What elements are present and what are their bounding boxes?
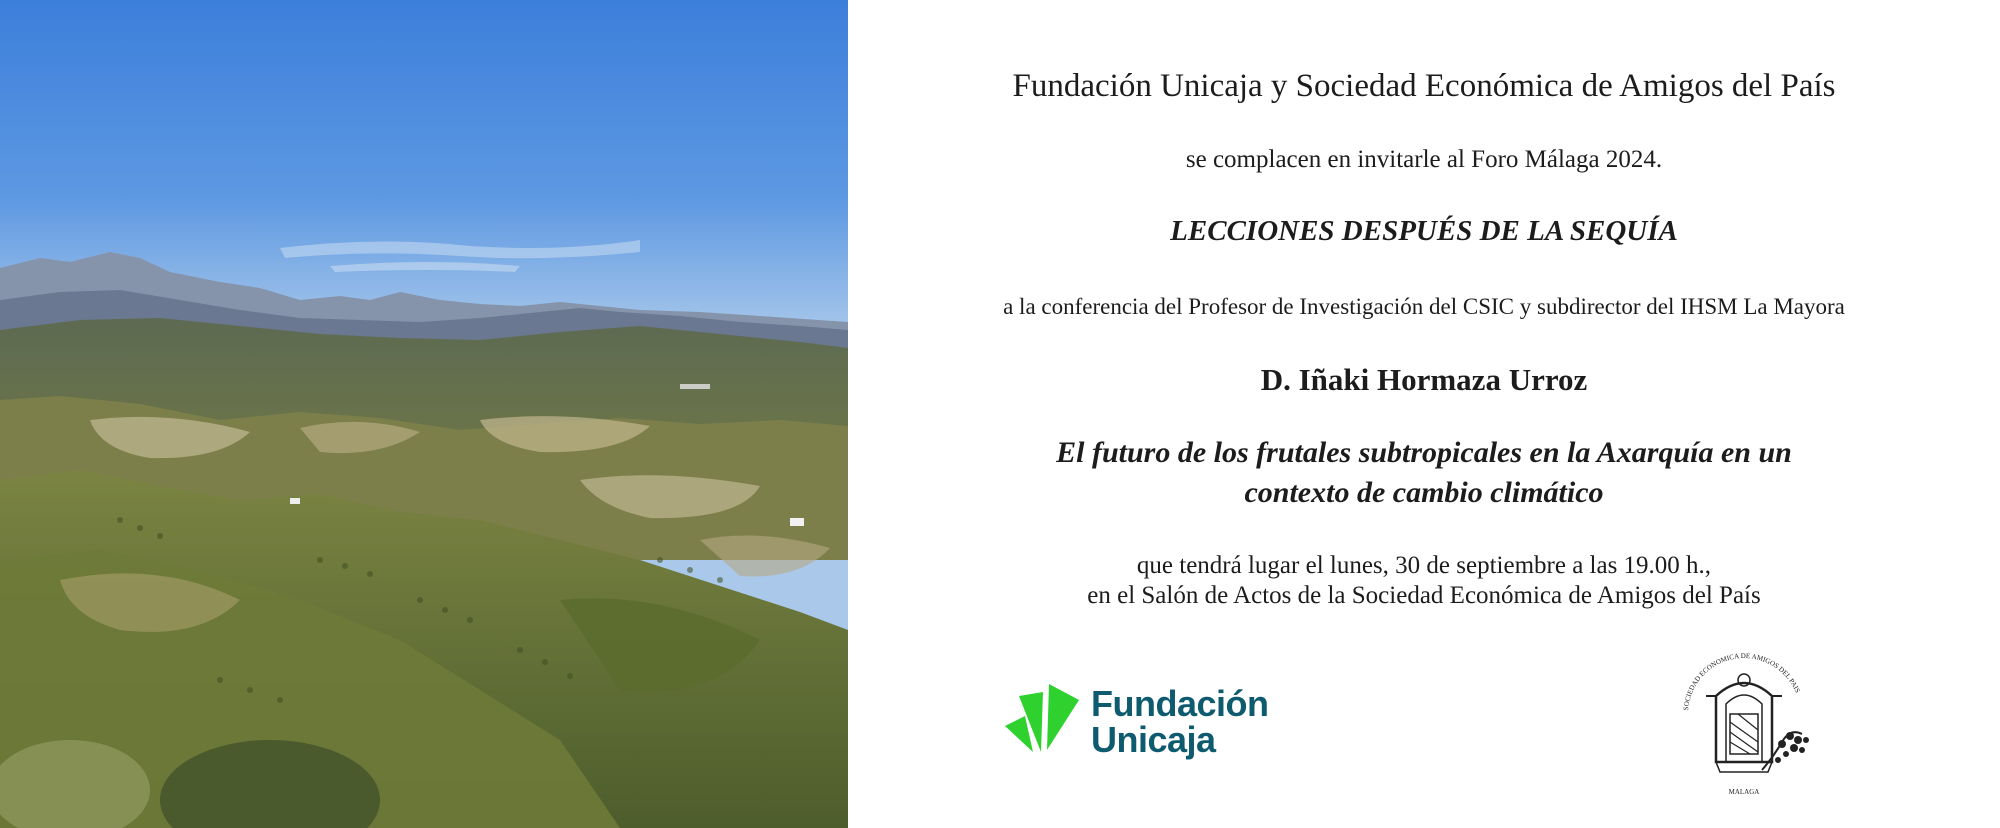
talk-title-line-2: contexto de cambio climático: [1244, 476, 1604, 509]
unicaja-mark-icon: [1003, 682, 1081, 754]
landscape-illustration: [0, 0, 848, 828]
event-title: LECCIONES DESPUÉS DE LA SEQUÍA: [1170, 215, 1678, 247]
sociedad-economica-emblem: [1670, 644, 1818, 800]
landscape-photo: [0, 0, 848, 828]
speaker-name: D. Iñaki Hormaza Urroz: [1260, 362, 1588, 397]
unicaja-word-1: Fundación: [1091, 683, 1269, 724]
unicaja-word-2: Unicaja: [1091, 719, 1216, 760]
svg-text:SOCIEDAD ECONOMICA DE AMIGOS D: SOCIEDAD ECONOMICA DE AMIGOS DEL PAIS: [1682, 651, 1802, 711]
sociedad-emblem-icon: [1670, 644, 1818, 800]
emblem-city-label: MALAGA: [1728, 788, 1760, 796]
speaker-intro: a la conferencia del Profesor de Investigación del CSIC y subdirector del IHSM La Mayora: [1003, 294, 1845, 319]
fundacion-unicaja-logo: [1003, 682, 1293, 762]
hosts-line: Fundación Unicaja y Sociedad Económica de Amigos del País: [1012, 68, 1836, 104]
invite-line: se complacen en invitarle al Foro Málaga 2024.: [1185, 146, 1663, 173]
date-time-line: que tendrá lugar el lunes, 30 de septiembre a las 19.00 h.,: [1136, 552, 1712, 579]
talk-title-line-1: El futuro de los frutales subtropicales en la Axarquía en un: [1056, 436, 1792, 469]
venue-line: en el Salón de Actos de la Sociedad Económica de Amigos del País: [1087, 582, 1761, 609]
